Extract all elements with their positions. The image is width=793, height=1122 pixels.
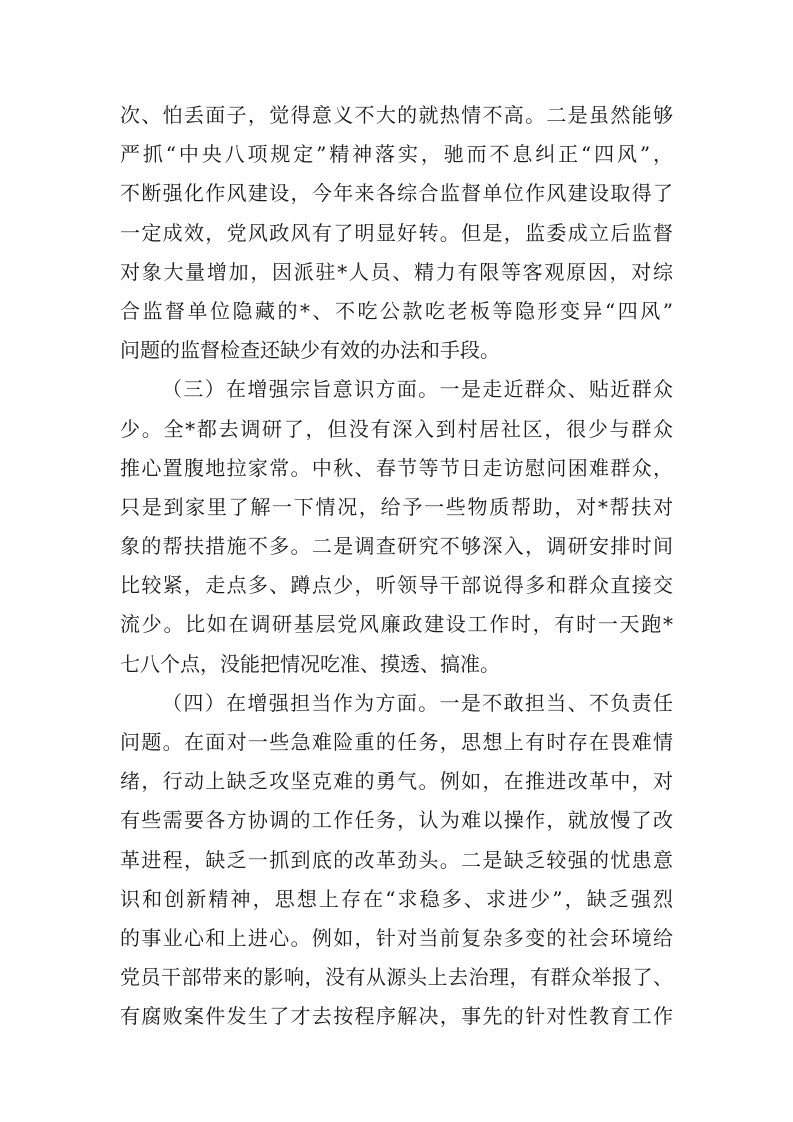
- text-line-9: 少。全*都去调研了，但没有深入到村居社区，很少与群众: [120, 416, 673, 441]
- text-line-22: 的事业心和上进心。例如，针对当前复杂多变的社会环境给: [120, 925, 673, 950]
- text-line-21: 识和创新精神，思想上存在“求稳多、求进少”，缺乏强烈: [120, 886, 673, 911]
- text-line-13: 比较紧，走点多、蹲点少，听领导干部说得多和群众直接交: [120, 573, 673, 598]
- text-line-24: 有腐败案件发生了才去按程序解决，事先的针对性教育工作: [120, 1004, 673, 1029]
- text-line-10: 推心置腹地拉家常。中秋、春节等节日走访慰问困难群众，: [120, 455, 673, 480]
- text-line-14: 流少。比如在调研基层党风廉政建设工作时，有时一天跑*: [120, 612, 673, 637]
- text-line-17: 问题。在面对一些急难险重的任务，思想上有时存在畏难情: [120, 730, 673, 754]
- text-line-4: 一定成效，党风政风有了明显好转。但是，监委成立后监督: [120, 220, 673, 245]
- text-line-3: 不断强化作风建设，今年来各综合监督单位作风建设取得了: [120, 181, 673, 206]
- text-line-1: 次、怕丢面子，觉得意义不大的就热情不高。二是虽然能够: [120, 103, 673, 127]
- text-line-12: 象的帮扶措施不多。二是调查研究不够深入，调研安排时间: [120, 534, 673, 559]
- document-page: [120, 96, 673, 1037]
- text-line-19: 有些需要各方协调的工作任务，认为难以操作，就放慢了改: [120, 808, 673, 833]
- text-line-23: 党员干部带来的影响，没有从源头上去治理，有群众举报了、: [120, 965, 673, 990]
- text-line-5: 对象大量增加，因派驻*人员、精力有限等客观原因，对综: [120, 259, 673, 284]
- text-line-20: 革进程，缺乏一抓到底的改革劲头。二是缺乏较强的忧患意: [120, 847, 673, 872]
- text-line-11: 只是到家里了解一下情况，给予一些物质帮助，对*帮扶对: [120, 494, 673, 519]
- text-line-7: 问题的监督检查还缺少有效的办法和手段。: [120, 338, 500, 363]
- text-line-2: 严抓“中央八项规定”精神落实，驰而不息纠正“四风”，: [120, 142, 673, 167]
- section-heading-3: （三）在增强宗旨意识方面。一是走近群众、贴近群众: [162, 377, 673, 402]
- text-line-6: 合监督单位隐藏的*、不吃公款吃老板等隐形变异“四风”: [120, 298, 673, 323]
- text-line-15: 七八个点，没能把情况吃准、摸透、搞准。: [120, 651, 500, 676]
- text-line-18: 绪，行动上缺乏攻坚克难的勇气。例如，在推进改革中，对: [120, 769, 673, 794]
- section-heading-4: （四）在增强担当作为方面。一是不敢担当、不负责任: [162, 690, 673, 715]
